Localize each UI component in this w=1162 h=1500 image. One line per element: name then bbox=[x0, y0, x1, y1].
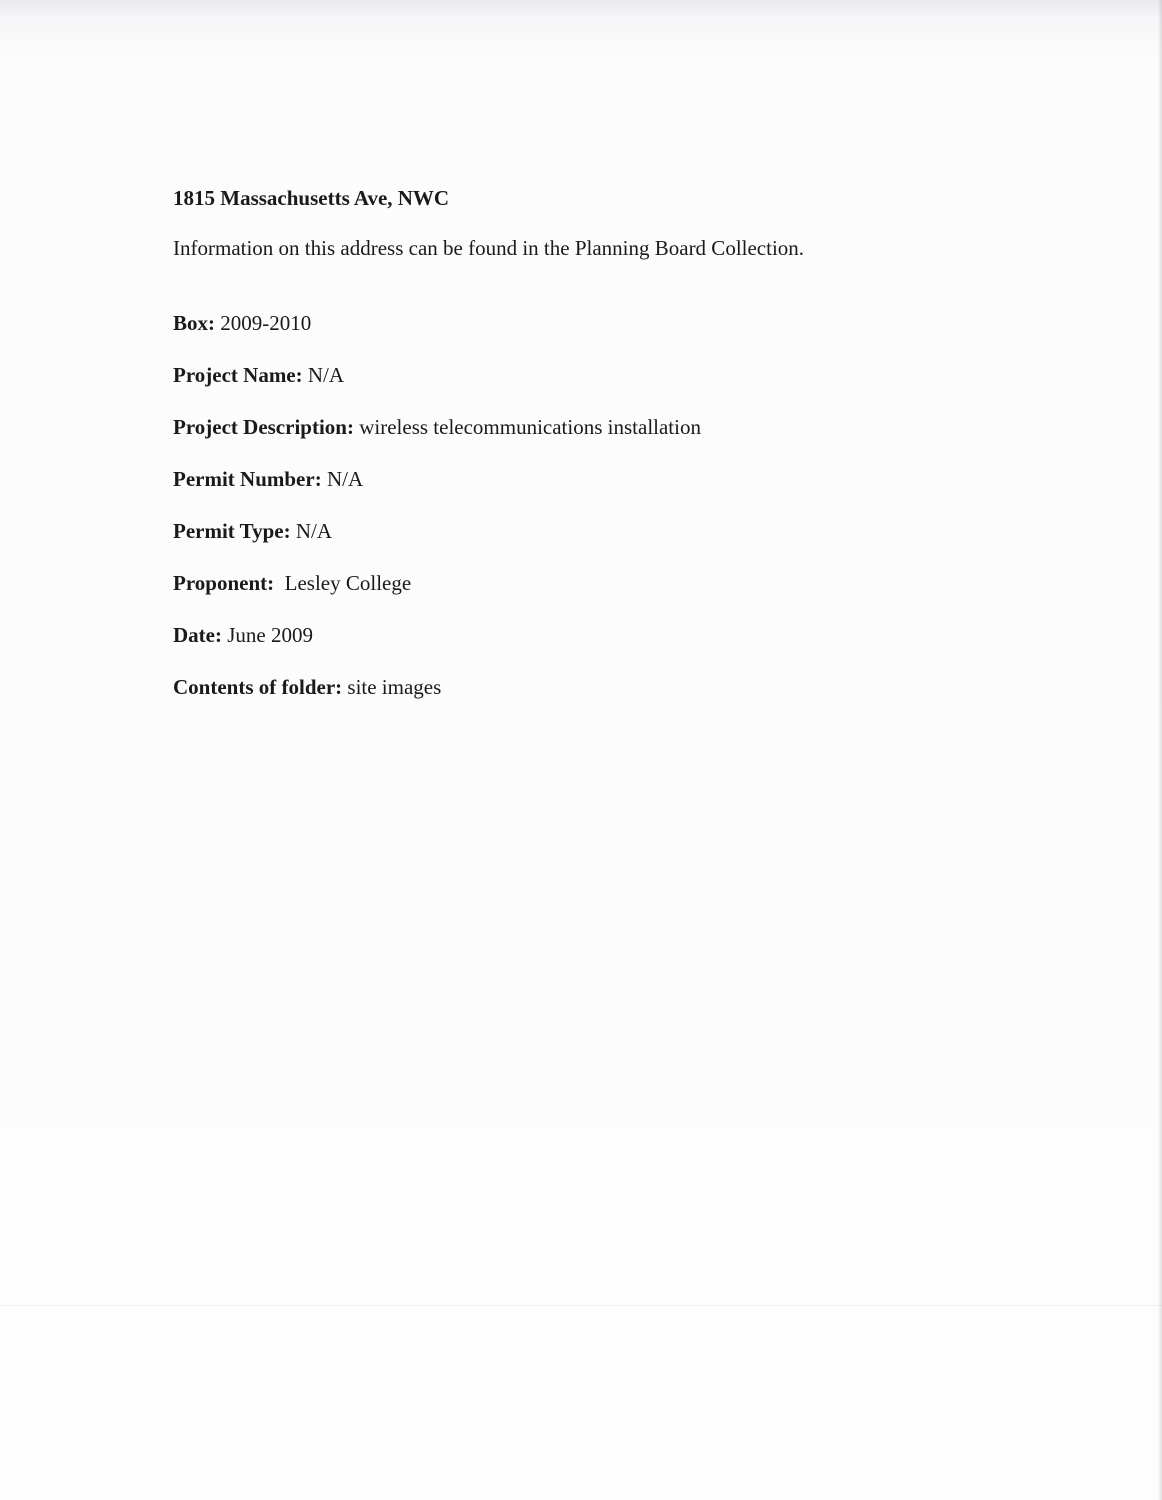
field-label: Permit Type: bbox=[173, 519, 291, 543]
field-permit-number bbox=[173, 465, 1073, 493]
field-value: N/A bbox=[307, 363, 345, 387]
document-intro: Information on this address can be found in the Planning Board Collection. bbox=[173, 236, 805, 260]
field-value: N/A bbox=[295, 519, 333, 543]
field-permit-type bbox=[173, 517, 1073, 545]
field-label: Contents of folder: bbox=[173, 675, 343, 699]
field-value: site images bbox=[347, 675, 442, 699]
document-body bbox=[173, 184, 1073, 701]
document-title: 1815 Massachusetts Ave, NWC bbox=[173, 186, 450, 210]
field-label: Project Description: bbox=[173, 415, 354, 439]
field-date bbox=[173, 621, 1073, 649]
field-label: Permit Number: bbox=[173, 467, 322, 491]
field-value: Lesley College bbox=[279, 571, 412, 595]
field-contents-of-folder bbox=[173, 673, 1073, 701]
field-label: Project Name: bbox=[173, 363, 303, 387]
field-label: Date: bbox=[173, 623, 222, 647]
page-edge-shadow bbox=[1158, 0, 1162, 1500]
field-value: N/A bbox=[326, 467, 364, 491]
field-box bbox=[173, 309, 1073, 337]
field-value: June 2009 bbox=[227, 623, 313, 647]
field-project-description bbox=[173, 413, 1073, 441]
field-proponent bbox=[173, 569, 1073, 597]
scan-fold-line bbox=[0, 1305, 1162, 1306]
field-project-name bbox=[173, 361, 1073, 389]
field-value: wireless telecommunications installation bbox=[359, 415, 701, 439]
field-value: 2009-2010 bbox=[220, 311, 312, 335]
field-label: Box: bbox=[173, 311, 215, 335]
field-label: Proponent: bbox=[173, 571, 275, 595]
